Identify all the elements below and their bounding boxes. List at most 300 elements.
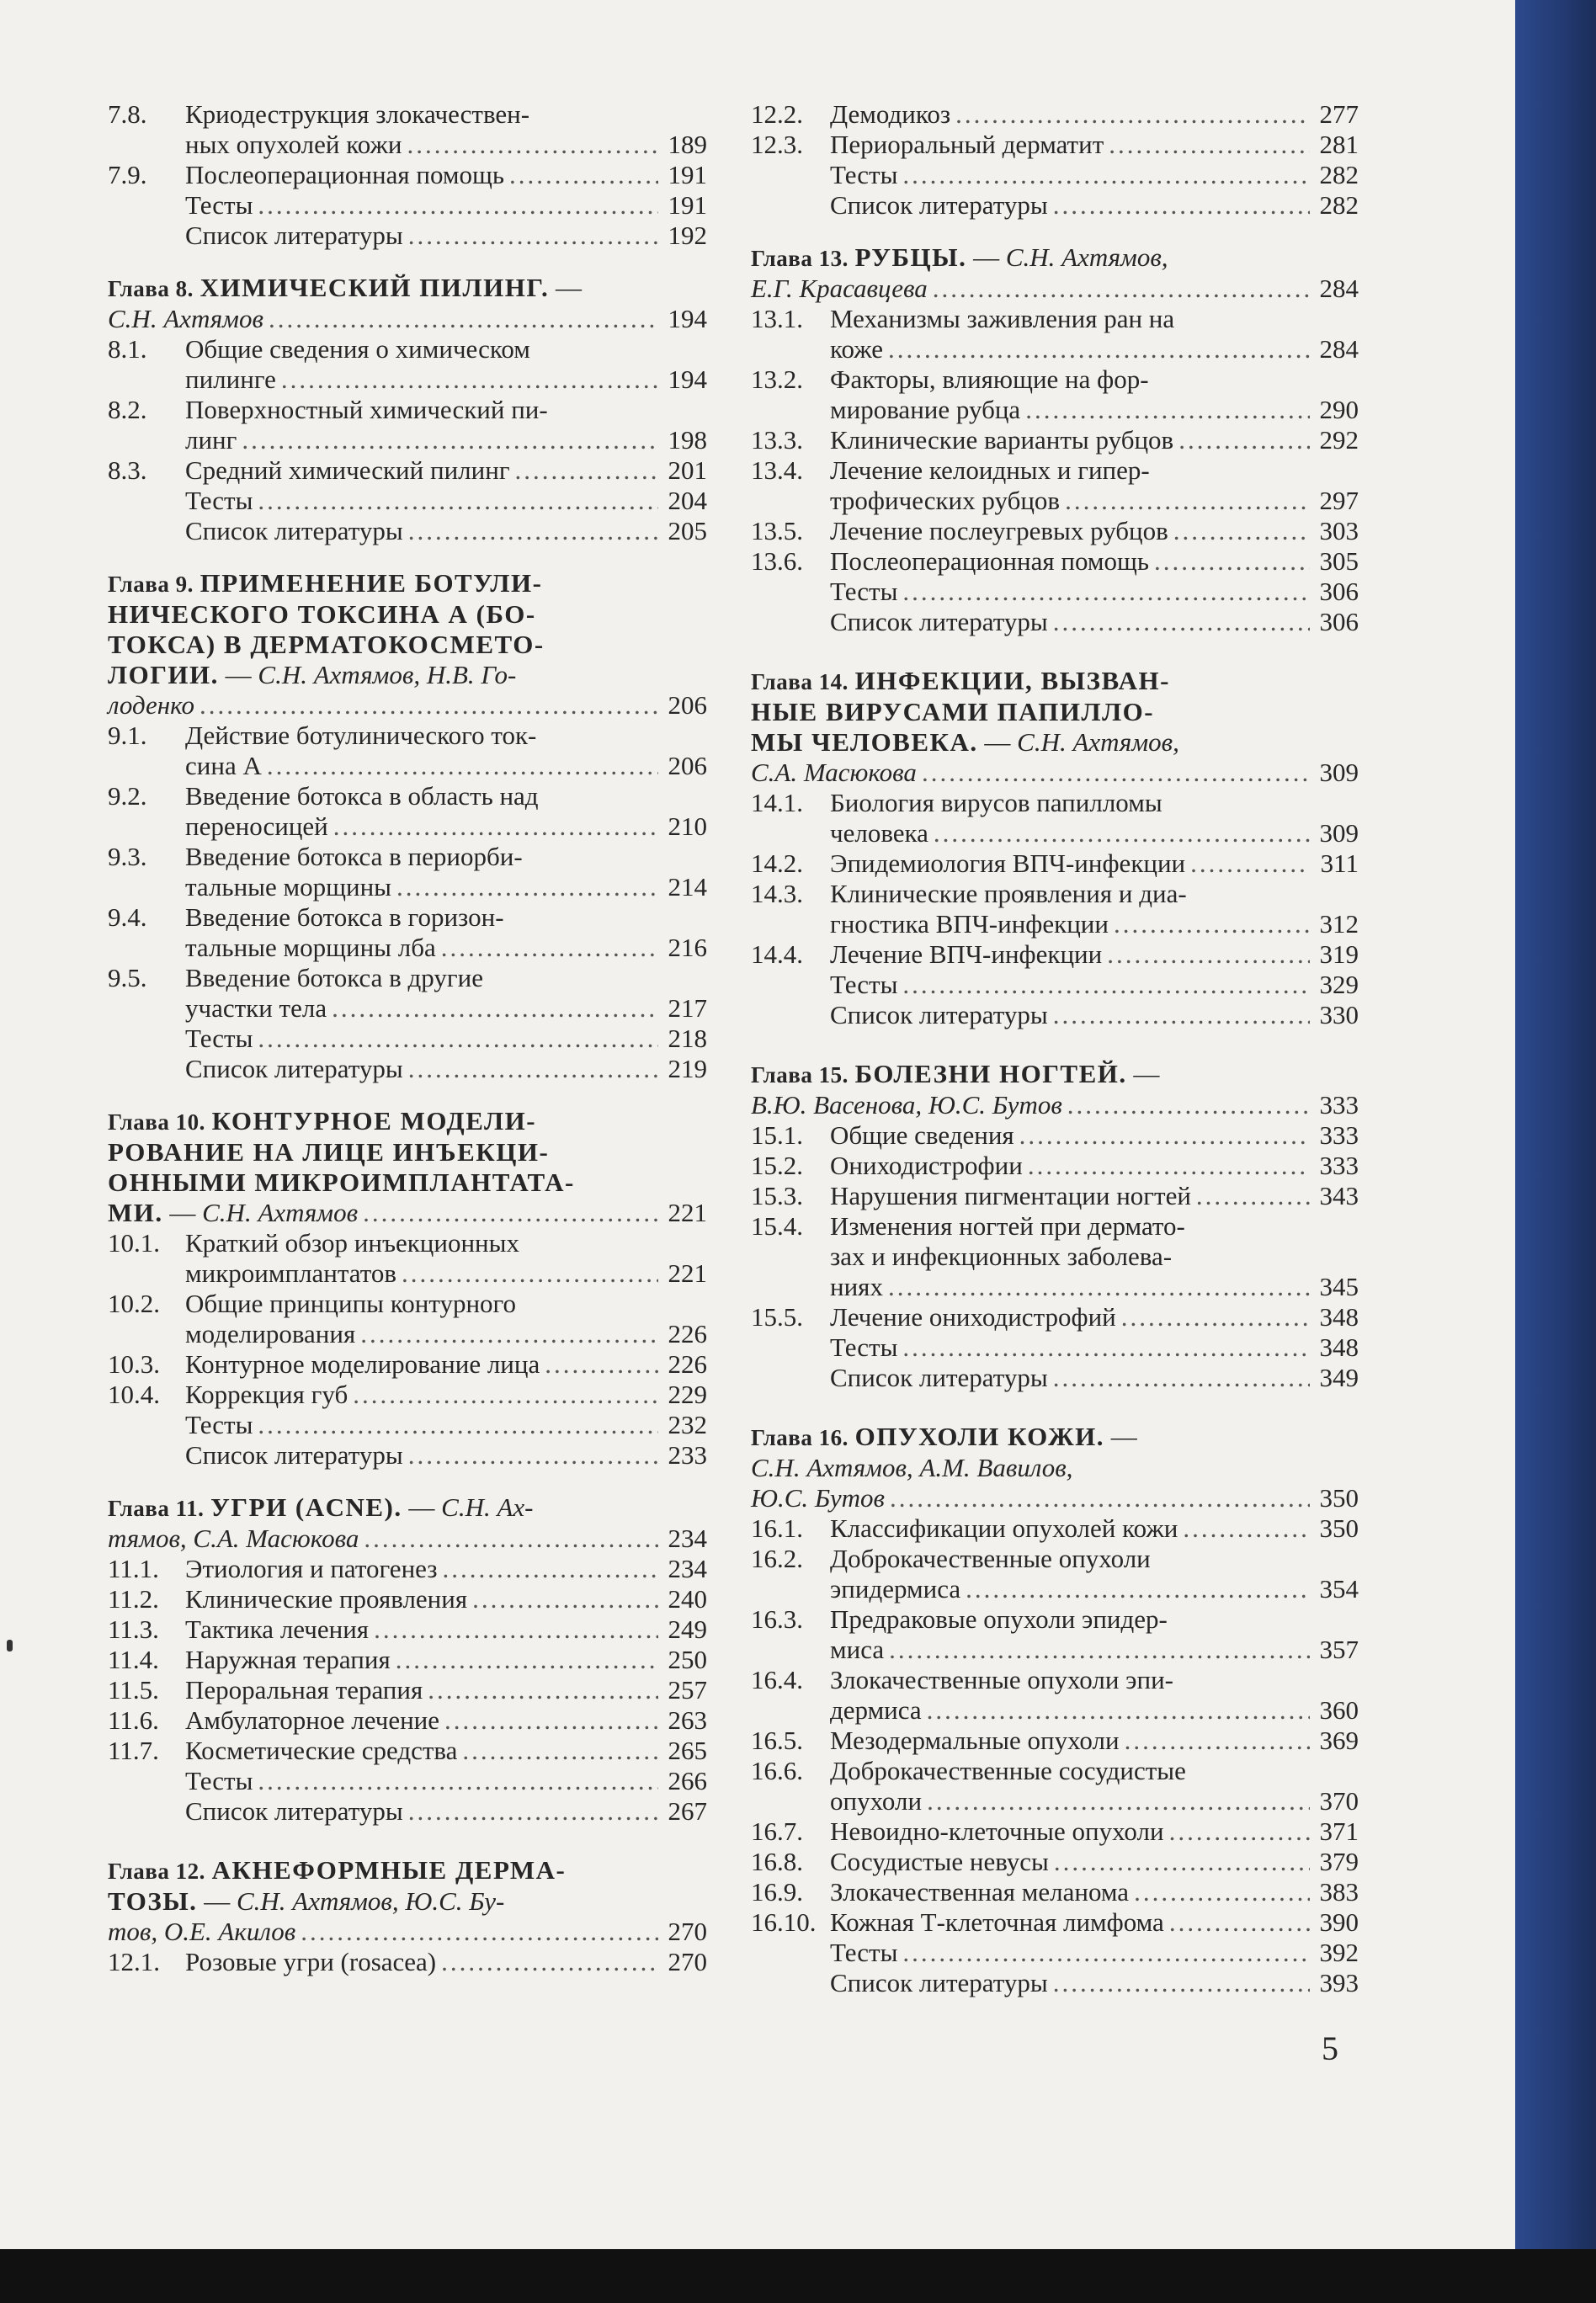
entry-number: 16.6. xyxy=(751,1756,803,1785)
chapter-11 xyxy=(108,1492,707,1827)
entry-page: 333 xyxy=(1319,1120,1359,1150)
entry-number: 12.1. xyxy=(108,1947,160,1976)
entry-page: 371 xyxy=(1319,1816,1359,1846)
chapter-label: Глава 15. xyxy=(751,1062,849,1088)
chapter-title: РУБЦЫ. xyxy=(854,242,967,272)
toc-entry xyxy=(751,364,1359,425)
entry-number: 16.2. xyxy=(751,1544,803,1573)
entry-title: Контурное моделирование лица xyxy=(185,1349,540,1379)
entry-page: 210 xyxy=(668,811,707,841)
entry-title: Клинические проявления xyxy=(185,1584,468,1614)
entry-number: 14.4. xyxy=(751,939,803,969)
toc-entry xyxy=(751,970,1359,1000)
entry-number: 13.6. xyxy=(751,546,803,576)
entry-number: 10.1. xyxy=(108,1228,160,1258)
toc-entry xyxy=(751,425,1359,455)
chapter-title: РОВАНИЕ НА ЛИЦЕ ИНЪЕКЦИ- xyxy=(108,1137,550,1167)
entry-number: 9.3. xyxy=(108,842,147,871)
entry-title: опухоли xyxy=(830,1786,923,1816)
entry-title: человека xyxy=(830,818,928,848)
entry-page: 284 xyxy=(1319,334,1359,364)
chapter-authors: С.Н. Ахтямов, xyxy=(1017,727,1179,757)
entry-page: 191 xyxy=(668,160,707,189)
chapter-page: 284 xyxy=(1319,274,1359,303)
entry-title: Злокачественные опухоли эпи- xyxy=(830,1665,1173,1694)
entry-page: 281 xyxy=(1319,130,1359,159)
entry-title: Косметические средства xyxy=(185,1736,458,1765)
chapter-13 xyxy=(751,242,1359,637)
chapter-16 xyxy=(751,1422,1359,1998)
entry-page: 390 xyxy=(1319,1907,1359,1937)
toc-entry xyxy=(751,1151,1359,1181)
entry-page: 265 xyxy=(668,1736,707,1765)
entry-page: 232 xyxy=(668,1410,707,1439)
entry-title: Послеоперационная помощь xyxy=(830,546,1150,576)
chapter-heading xyxy=(751,666,1359,697)
entry-page: 189 xyxy=(668,130,707,159)
entry-page: 198 xyxy=(668,425,707,455)
entry-title: Тесты xyxy=(830,160,898,189)
entry-page: 226 xyxy=(668,1349,707,1379)
entry-page: 309 xyxy=(1319,818,1359,848)
entry-page: 349 xyxy=(1319,1363,1359,1392)
entry-page: 249 xyxy=(668,1614,707,1644)
entry-title: Коррекция губ xyxy=(185,1380,348,1409)
entry-title: Демодикоз xyxy=(830,99,951,129)
entry-number: 11.3. xyxy=(108,1614,159,1644)
toc-entry xyxy=(751,1363,1359,1393)
entry-number: 13.2. xyxy=(751,364,803,394)
entry-title: Тесты xyxy=(185,190,253,220)
toc-entry xyxy=(751,1181,1359,1211)
toc-entry xyxy=(108,1705,707,1736)
toc-entry xyxy=(108,1380,707,1410)
toc-entry xyxy=(751,1968,1359,1998)
chapter-page: 350 xyxy=(1319,1483,1359,1513)
chapter-title: ИНФЕКЦИИ, ВЫЗВАН- xyxy=(854,666,1170,695)
chapter-dash: — xyxy=(204,1886,231,1916)
entry-page: 333 xyxy=(1319,1151,1359,1180)
toc-entry xyxy=(108,781,707,842)
entry-title: Список литературы xyxy=(830,1363,1048,1392)
entry-number: 12.3. xyxy=(751,130,803,159)
entry-page: 369 xyxy=(1319,1726,1359,1755)
entry-title: Тесты xyxy=(830,1938,898,1967)
entry-number: 11.7. xyxy=(108,1736,159,1765)
toc-entry xyxy=(108,1796,707,1827)
entry-title: Тесты xyxy=(185,1410,253,1439)
entry-page: 282 xyxy=(1319,160,1359,189)
entry-title: Лечение ВПЧ-инфекции xyxy=(830,939,1103,969)
entry-title: Тесты xyxy=(185,1766,253,1795)
entry-number: 11.6. xyxy=(108,1705,159,1735)
entry-page: 311 xyxy=(1320,848,1359,878)
entry-number: 16.5. xyxy=(751,1726,803,1755)
toc-entry xyxy=(751,1000,1359,1030)
entry-title: Периоральный дерматит xyxy=(830,130,1104,159)
entry-title: Введение ботокса в область над xyxy=(185,781,539,811)
toc-entry xyxy=(751,160,1359,190)
entry-number: 11.2. xyxy=(108,1584,159,1614)
chapter-heading xyxy=(751,242,1359,274)
entry-number: 16.8. xyxy=(751,1847,803,1876)
entry-title: Список литературы xyxy=(185,1440,403,1470)
toc-entry xyxy=(751,788,1359,848)
entry-title: Список литературы xyxy=(830,1968,1048,1997)
chapter-dash: — xyxy=(1133,1059,1160,1088)
entry-title: мирование рубца xyxy=(830,395,1021,424)
entry-title: Общие принципы контурного xyxy=(185,1289,516,1318)
toc-entry xyxy=(751,1847,1359,1877)
entry-page: 263 xyxy=(668,1705,707,1735)
entry-title: моделирования xyxy=(185,1319,356,1348)
toc-entry xyxy=(108,1054,707,1084)
chapter-title: НЫЕ ВИРУСАМИ ПАПИЛЛО- xyxy=(751,697,1155,726)
chapter-12 xyxy=(108,1855,707,1977)
entry-title: Биология вирусов папилломы xyxy=(830,788,1162,817)
chapter-heading xyxy=(108,1855,707,1886)
entry-title: Ониходистрофии xyxy=(830,1151,1023,1180)
entry-title: Амбулаторное лечение xyxy=(185,1705,440,1735)
chapter-title: ХИМИЧЕСКИЙ ПИЛИНГ. xyxy=(200,273,550,302)
toc-entry xyxy=(751,1513,1359,1544)
toc-entry xyxy=(108,1024,707,1054)
entry-title: Тесты xyxy=(830,1332,898,1362)
entry-title: Средний химический пилинг xyxy=(185,455,510,485)
entry-title: Введение ботокса в горизон- xyxy=(185,902,504,932)
toc-left-column xyxy=(108,99,707,1977)
chapter-dash: — xyxy=(556,273,583,302)
entry-page: 348 xyxy=(1319,1332,1359,1362)
entry-title: Поверхностный химический пи- xyxy=(185,395,548,424)
toc-entry xyxy=(108,842,707,902)
entry-number: 13.5. xyxy=(751,516,803,545)
entry-title: Список литературы xyxy=(185,221,403,250)
chapter-9 xyxy=(108,568,707,1084)
toc-entry xyxy=(751,1726,1359,1756)
entry-title: Эпидемиология ВПЧ-инфекции xyxy=(830,848,1186,878)
entry-page: 306 xyxy=(1319,577,1359,606)
entry-page: 218 xyxy=(668,1024,707,1053)
chapter-heading xyxy=(108,1106,707,1137)
entry-page: 392 xyxy=(1319,1938,1359,1967)
entry-title: Клинические варианты рубцов xyxy=(830,425,1174,455)
chapter-dash: — xyxy=(973,242,1000,272)
entry-number: 7.8. xyxy=(108,99,147,129)
chapter-title: АКНЕФОРМНЫЕ ДЕРМА- xyxy=(211,1855,567,1885)
entry-page: 290 xyxy=(1319,395,1359,424)
entry-title: Тесты xyxy=(830,970,898,999)
chapter-page: 206 xyxy=(668,690,707,720)
entry-number: 8.1. xyxy=(108,334,147,364)
entry-page: 343 xyxy=(1319,1181,1359,1210)
entry-number: 14.3. xyxy=(751,879,803,908)
entry-title: Факторы, влияющие на фор- xyxy=(830,364,1149,394)
toc-entry xyxy=(751,939,1359,970)
entry-title: трофических рубцов xyxy=(830,486,1061,515)
chapter-title: ПРИМЕНЕНИЕ БОТУЛИ- xyxy=(200,568,543,598)
entry-number: 15.3. xyxy=(751,1181,803,1210)
entry-page: 312 xyxy=(1319,909,1359,939)
toc-entry xyxy=(108,1766,707,1796)
entry-page: 257 xyxy=(668,1675,707,1705)
toc-entry xyxy=(108,221,707,251)
entry-title: Список литературы xyxy=(185,516,403,545)
entry-title: тальные морщины xyxy=(185,872,391,902)
chapter-authors: С.Н. Ахтямов, А.М. Вавилов, xyxy=(751,1453,1073,1482)
entry-title: Доброкачественные опухоли xyxy=(830,1544,1151,1573)
scan-background xyxy=(0,2249,1596,2303)
chapter-page: 270 xyxy=(668,1917,707,1946)
chapter-label: Глава 16. xyxy=(751,1425,849,1450)
entry-title: коже xyxy=(830,334,883,364)
entry-number: 10.4. xyxy=(108,1380,160,1409)
entry-number: 11.1. xyxy=(108,1554,159,1583)
entry-page: 266 xyxy=(668,1766,707,1795)
entry-title: ниях xyxy=(830,1272,883,1301)
entry-title: Мезодермальные опухоли xyxy=(830,1726,1120,1755)
entry-page: 240 xyxy=(668,1584,707,1614)
chapter-heading xyxy=(108,568,707,599)
entry-number: 15.5. xyxy=(751,1302,803,1332)
toc-entry xyxy=(108,486,707,516)
entry-page: 319 xyxy=(1319,939,1359,969)
entry-number: 9.1. xyxy=(108,721,147,750)
chapter-label: Глава 8. xyxy=(108,276,194,301)
entry-page: 354 xyxy=(1319,1574,1359,1604)
toc-intro-right xyxy=(751,99,1359,221)
entry-page: 282 xyxy=(1319,190,1359,220)
entry-title: Этиология и патогенез xyxy=(185,1554,438,1583)
entry-title: Изменения ногтей при дермато- xyxy=(830,1211,1185,1241)
entry-page: 217 xyxy=(668,993,707,1023)
chapter-title: МИ. xyxy=(108,1198,163,1227)
toc-entry xyxy=(751,1211,1359,1302)
toc-entry xyxy=(751,304,1359,364)
toc-entry xyxy=(751,1120,1359,1151)
entry-title: Действие ботулинического ток- xyxy=(185,721,537,750)
chapter-authors: С.Н. Ахтямов xyxy=(108,304,263,333)
entry-title: Краткий обзор инъекционных xyxy=(185,1228,519,1258)
toc-entry xyxy=(751,1665,1359,1726)
entry-page: 214 xyxy=(668,872,707,902)
toc-entry xyxy=(108,455,707,486)
entry-title: Наружная терапия xyxy=(185,1645,391,1674)
chapter-8 xyxy=(108,273,707,546)
entry-title: Введение ботокса в периорби- xyxy=(185,842,523,871)
toc-entry xyxy=(751,130,1359,160)
entry-page: 229 xyxy=(668,1380,707,1409)
chapter-authors: лоденко xyxy=(108,690,195,720)
chapter-label: Глава 11. xyxy=(108,1496,205,1521)
toc-entry xyxy=(751,99,1359,130)
entry-number: 7.9. xyxy=(108,160,147,189)
entry-number: 15.2. xyxy=(751,1151,803,1180)
toc-entry xyxy=(751,1756,1359,1816)
entry-page: 297 xyxy=(1319,486,1359,515)
chapter-label: Глава 9. xyxy=(108,572,194,597)
entry-number: 10.3. xyxy=(108,1349,160,1379)
chapter-dash: — xyxy=(169,1198,196,1227)
entry-title: Предраковые опухоли эпидер- xyxy=(830,1604,1168,1634)
toc-entry xyxy=(108,1736,707,1766)
toc-entry xyxy=(751,455,1359,516)
entry-page: 306 xyxy=(1319,607,1359,636)
chapter-page: 221 xyxy=(668,1198,707,1227)
entry-title: ных опухолей кожи xyxy=(185,130,402,159)
entry-page: 329 xyxy=(1319,970,1359,999)
chapter-10 xyxy=(108,1106,707,1471)
entry-title: Классификации опухолей кожи xyxy=(830,1513,1178,1543)
chapter-authors: тов, О.Е. Акилов xyxy=(108,1917,296,1946)
book-spine xyxy=(1515,0,1596,2249)
chapter-title: КОНТУРНОЕ МОДЕЛИ- xyxy=(211,1106,537,1136)
chapter-heading xyxy=(108,1492,707,1524)
entry-number: 15.4. xyxy=(751,1211,803,1241)
toc-entry xyxy=(108,334,707,395)
chapter-authors: Ю.С. Бутов xyxy=(751,1483,885,1513)
entry-page: 383 xyxy=(1319,1877,1359,1907)
entry-page: 292 xyxy=(1319,425,1359,455)
entry-title: Введение ботокса в другие xyxy=(185,963,483,992)
entry-title: линг xyxy=(185,425,237,455)
chapter-14 xyxy=(751,666,1359,1030)
chapter-authors: тямов, С.А. Масюкова xyxy=(108,1524,359,1553)
scan-edge-mark xyxy=(7,1640,13,1651)
entry-title: Кожная Т-клеточная лимфома xyxy=(830,1907,1164,1937)
entry-page: 350 xyxy=(1319,1513,1359,1543)
toc-entry xyxy=(751,577,1359,607)
entry-title: участки тела xyxy=(185,993,327,1023)
entry-page: 234 xyxy=(668,1554,707,1583)
entry-number: 9.2. xyxy=(108,781,147,811)
toc-entry xyxy=(108,1410,707,1440)
entry-title: Лечение послеугревых рубцов xyxy=(830,516,1168,545)
chapter-authors: С.А. Масюкова xyxy=(751,758,917,787)
chapter-label: Глава 12. xyxy=(108,1859,205,1884)
chapter-authors: С.Н. Ахтямов, xyxy=(1005,242,1168,272)
entry-page: 221 xyxy=(668,1258,707,1288)
entry-title: микроимплантатов xyxy=(185,1258,397,1288)
entry-page: 360 xyxy=(1319,1695,1359,1725)
toc-right-column xyxy=(751,99,1359,1998)
entry-title: миса xyxy=(830,1635,885,1664)
toc-entry xyxy=(108,1675,707,1705)
entry-title: Криодеструкция злокачествен- xyxy=(185,99,530,129)
entry-page: 216 xyxy=(668,933,707,962)
entry-title: сина А xyxy=(185,751,262,780)
chapter-title: МЫ ЧЕЛОВЕКА. xyxy=(751,727,978,757)
chapter-title: НИЧЕСКОГО ТОКСИНА А (БО- xyxy=(108,599,536,629)
entry-page: 270 xyxy=(668,1947,707,1976)
toc-entry xyxy=(108,1947,707,1977)
entry-number: 16.1. xyxy=(751,1513,803,1543)
chapter-heading xyxy=(751,1422,1359,1453)
entry-page: 219 xyxy=(668,1054,707,1083)
toc-entry xyxy=(108,516,707,546)
entry-title: Список литературы xyxy=(185,1054,403,1083)
entry-title: гностика ВПЧ-инфекции xyxy=(830,909,1109,939)
entry-title: Список литературы xyxy=(830,190,1048,220)
entry-number: 16.10. xyxy=(751,1907,817,1937)
chapter-authors: С.Н. Ахтямов xyxy=(202,1198,359,1227)
chapter-heading xyxy=(108,273,707,304)
entry-page: 191 xyxy=(668,190,707,220)
toc-entry xyxy=(108,1645,707,1675)
entry-page: 305 xyxy=(1319,546,1359,576)
toc-entry xyxy=(108,721,707,781)
entry-title: Лечение келоидных и гипер- xyxy=(830,455,1150,485)
chapter-label: Глава 13. xyxy=(751,246,849,271)
chapter-authors: С.Н. Ахтямов, Н.В. Го- xyxy=(258,660,517,689)
entry-title: Послеоперационная помощь xyxy=(185,160,505,189)
chapter-title: ОННЫМИ МИКРОИМПЛАНТАТА- xyxy=(108,1167,575,1197)
chapter-title: ТОЗЫ. xyxy=(108,1886,198,1916)
toc-entry xyxy=(108,1440,707,1471)
entry-number: 11.4. xyxy=(108,1645,159,1674)
entry-title: Клинические проявления и диа- xyxy=(830,879,1187,908)
chapter-label: Глава 14. xyxy=(751,669,849,694)
toc-entry xyxy=(751,1938,1359,1968)
entry-number: 8.2. xyxy=(108,395,147,424)
entry-title: Механизмы заживления ран на xyxy=(830,304,1175,333)
entry-page: 345 xyxy=(1319,1272,1359,1301)
chapter-page: 194 xyxy=(668,304,707,333)
chapter-page: 309 xyxy=(1319,758,1359,787)
entry-title: Общие сведения о химическом xyxy=(185,334,530,364)
entry-title: Общие сведения xyxy=(830,1120,1014,1150)
entry-page: 226 xyxy=(668,1319,707,1348)
entry-number: 13.1. xyxy=(751,304,803,333)
chapter-dash: — xyxy=(408,1492,435,1522)
entry-page: 201 xyxy=(668,455,707,485)
entry-page: 204 xyxy=(668,486,707,515)
chapter-authors: Е.Г. Красавцева xyxy=(751,274,928,303)
chapter-dash: — xyxy=(225,660,252,689)
toc-entry xyxy=(108,1554,707,1584)
entry-number: 11.5. xyxy=(108,1675,159,1705)
toc-entry xyxy=(108,1289,707,1349)
entry-number: 10.2. xyxy=(108,1289,160,1318)
chapter-15 xyxy=(751,1059,1359,1393)
entry-page: 379 xyxy=(1319,1847,1359,1876)
chapter-title: УГРИ (ACNE). xyxy=(210,1492,402,1522)
chapter-authors: С.Н. Ах- xyxy=(441,1492,534,1522)
entry-page: 348 xyxy=(1319,1302,1359,1332)
entry-page: 370 xyxy=(1319,1786,1359,1816)
toc-entry xyxy=(751,546,1359,577)
toc-entry xyxy=(108,395,707,455)
entry-title: Злокачественная меланома xyxy=(830,1877,1130,1907)
entry-number: 8.3. xyxy=(108,455,147,485)
entry-number: 14.1. xyxy=(751,788,803,817)
entry-page: 393 xyxy=(1319,1968,1359,1997)
chapter-page: 234 xyxy=(668,1524,707,1553)
entry-number: 16.7. xyxy=(751,1816,803,1846)
chapter-page: 333 xyxy=(1319,1090,1359,1120)
entry-number: 9.4. xyxy=(108,902,147,932)
toc-entry xyxy=(751,607,1359,637)
entry-page: 357 xyxy=(1319,1635,1359,1664)
toc-entry xyxy=(751,1332,1359,1363)
entry-page: 206 xyxy=(668,751,707,780)
entry-page: 267 xyxy=(668,1796,707,1826)
entry-page: 194 xyxy=(668,364,707,394)
chapter-title: ОПУХОЛИ КОЖИ. xyxy=(854,1422,1105,1451)
entry-number: 16.9. xyxy=(751,1877,803,1907)
entry-number: 12.2. xyxy=(751,99,803,129)
entry-page: 192 xyxy=(668,221,707,250)
